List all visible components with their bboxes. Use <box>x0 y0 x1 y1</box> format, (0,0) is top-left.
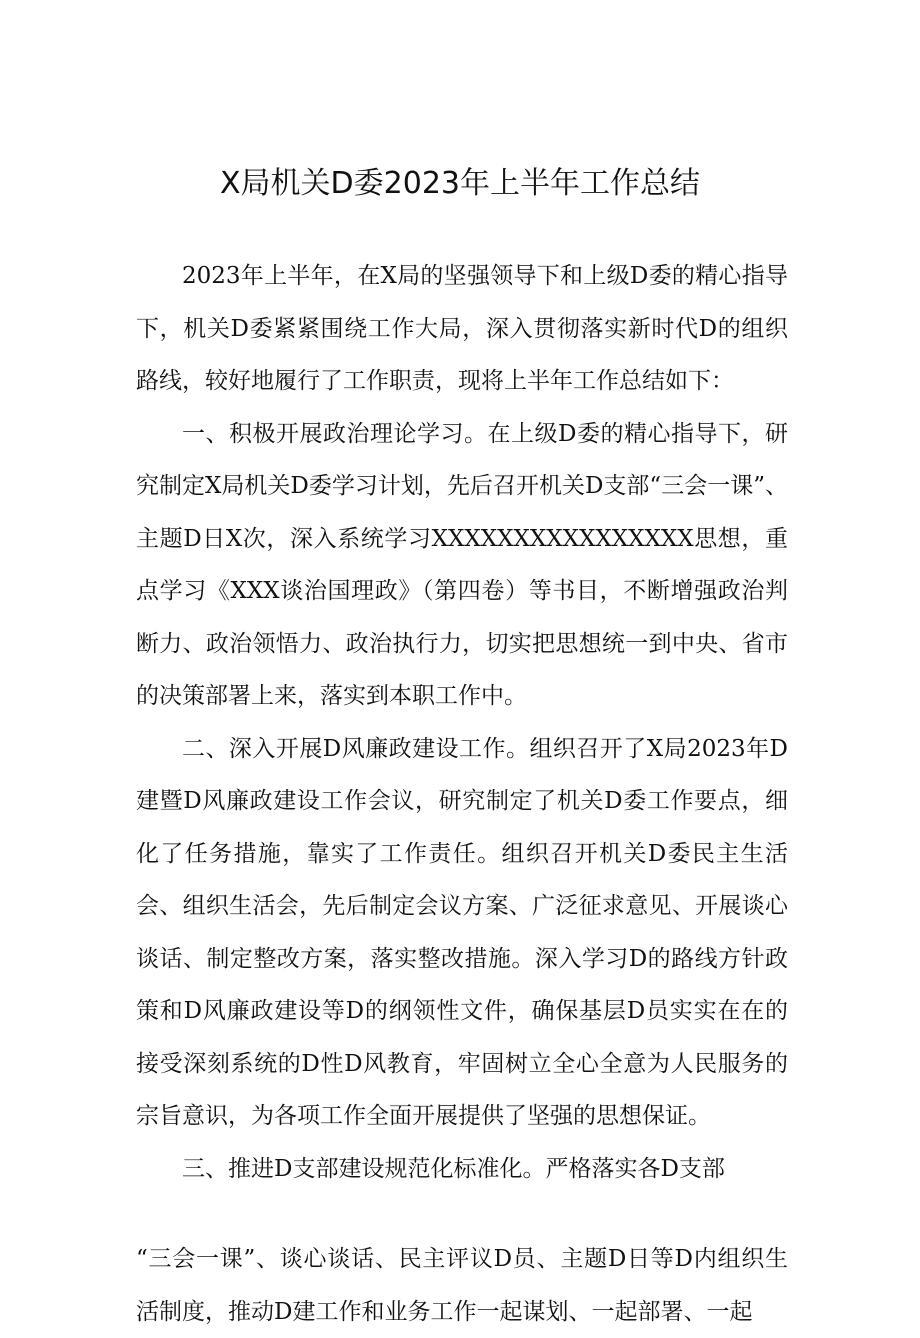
section-1-paragraph: 一、积极开展政治理论学习。在上级D委的精心指导下，研究制定X局机关D委学习计划，先后召开机关D支部“三会一课”、主题D日X次，深入系统学习XXXXXXXXXXXXXXXX思想，重点学习《XXX谈治国理政》（第四卷）等书目，不断增强政治判断力、政治领悟力、政治执行力，切实把思想统一到中央、省市的决策部署上来，落实到本职工作中。 <box>136 420 788 709</box>
section-3-paragraph: 三、推进D支部建设规范化标准化。严格落实各D支部 <box>182 1155 725 1182</box>
document-title: X局机关D委2023年上半年工作总结 <box>220 166 700 201</box>
section-2-paragraph: 二、深入开展D风廉政建设工作。组织召开了X局2023年D建暨D风廉政建设工作会议，研究制定了机关D委工作要点，细化了任务措施，靠实了工作责任。组织召开机关D委民主生活会、组织生活会，先后制定会议方案、广泛征求意见、开展谈心谈话、制定整改方案，落实整改措施。深入学习D的路线方针政策和D风廉政建设等D的纲领性文件，确保基层D员实实在在的接受深刻系统的D性D风教育，牢固树立全心全意为人民服务的宗旨意识，为各项工作全面开展提供了坚强的思想保证。 <box>136 735 788 1129</box>
section-3-continuation: “三会一课”、谈心谈话、民主评议D员、主题D日等D内组织生活制度，推动D建工作和业务工作一起谋划、一起部署、一起 <box>136 1246 788 1325</box>
document-body <box>136 250 788 1338</box>
intro-paragraph: 2023年上半年，在X局的坚强领导下和上级D委的精心指导下，机关D委紧紧围绕工作大局，深入贯彻落实新时代D的组织路线，较好地履行了工作职责，现将上半年工作总结如下： <box>136 263 788 394</box>
